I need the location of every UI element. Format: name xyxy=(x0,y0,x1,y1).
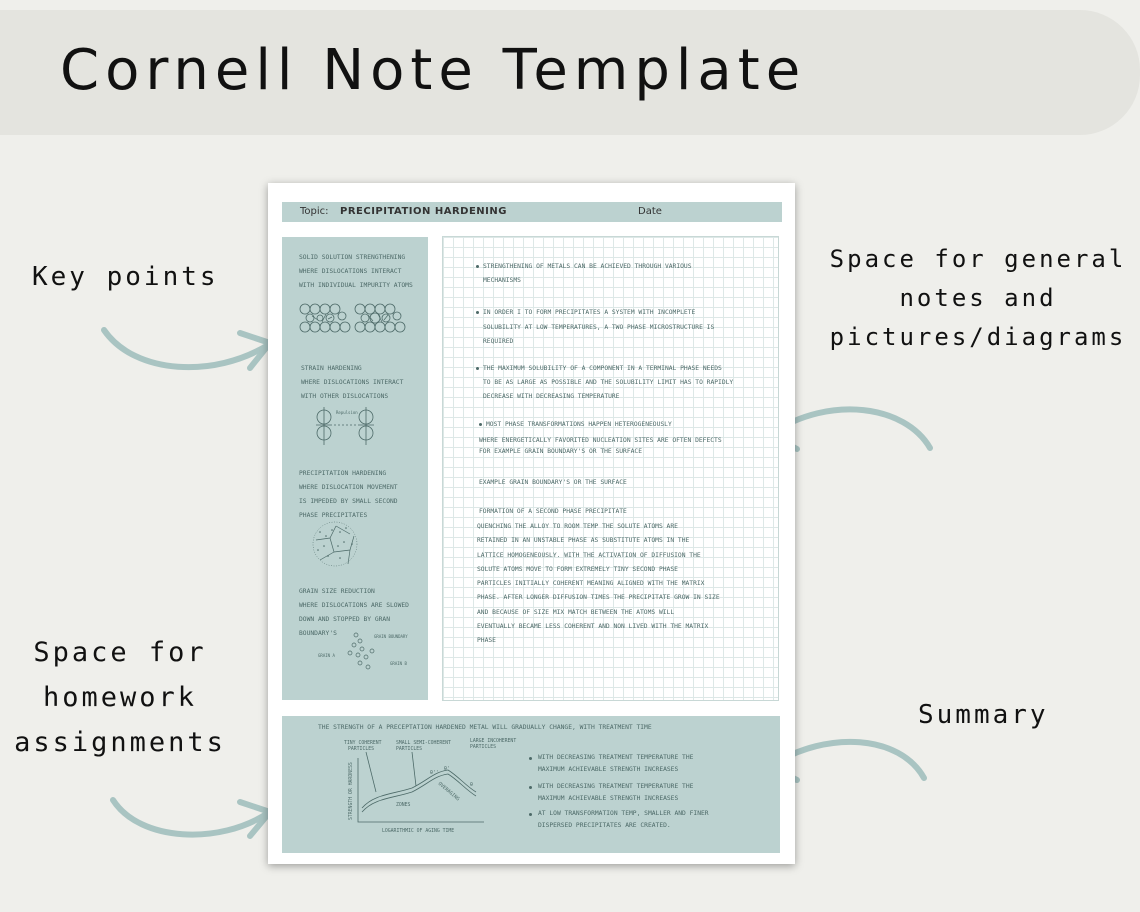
cue-column xyxy=(282,237,428,700)
summary-area xyxy=(282,716,780,853)
aging-curve-diagram xyxy=(334,736,534,842)
graph-curve-high xyxy=(362,770,476,808)
formation-line: SOLUTE ATOMS MOVE TO FORM EXTREMELY TINY SECOND PHASE xyxy=(477,566,678,573)
date-label: Date xyxy=(638,206,662,217)
cue-solid-solution xyxy=(299,251,413,293)
arrow-general-notes xyxy=(772,409,930,448)
summary-bullet: DISPERSED PRECIPITATES ARE CREATED. xyxy=(538,822,671,829)
graph-axes xyxy=(358,758,484,822)
callout-general-notes-line: notes and xyxy=(899,284,1057,312)
callout-general-notes-line: pictures/diagrams xyxy=(829,323,1127,351)
note-line: SOLUBILITY AT LOW TEMPERATURES, A TWO PHASE MICROSTRUCTURE IS xyxy=(483,324,715,331)
graph-leader-small xyxy=(412,752,416,786)
note-line: THE MAXIMUM SOLUBILITY OF A COMPONENT IN A TERMINAL PHASE NEEDS xyxy=(483,365,722,372)
note-line: MOST PHASE TRANSFORMATIONS HAPPEN HETEROGENEOUSLY xyxy=(486,421,672,428)
cue-precipitation-hardening xyxy=(299,467,398,523)
topic-value: PRECIPITATION HARDENING xyxy=(340,206,507,217)
bullet-dot xyxy=(529,786,532,789)
cue-line: BOUNDARY'S xyxy=(299,630,337,637)
graph-theta1-label: θ' xyxy=(444,767,450,772)
bullet-dot xyxy=(479,423,482,426)
graph-theta-label: θ xyxy=(470,783,473,788)
cue-strain-hardening xyxy=(301,362,403,404)
topic-bar xyxy=(282,202,782,222)
note-line: TO BE AS LARGE AS POSSIBLE AND THE SOLUBILITY LIMIT HAS TO RAPIDLY xyxy=(483,379,734,386)
formation-line: AND BECAUSE OF SIZE MIX MATCH BETWEEN THE ATOMS WILL xyxy=(477,609,675,616)
solid-solution-diagram xyxy=(298,300,410,336)
cue-line: WITH INDIVIDUAL IMPURITY ATOMS xyxy=(299,282,413,289)
graph-theta2-label: θ'' xyxy=(430,771,439,776)
summary-bullet: WITH DECREASING TREATMENT TEMPERATURE THE xyxy=(538,783,694,790)
callout-homework-line: Space for xyxy=(33,637,207,668)
precipitation-diagram xyxy=(310,520,362,568)
cue-line: WHERE DISLOCATION MOVEMENT xyxy=(299,484,398,491)
graph-y-axis-label: STRENGTH OR HARDNESS xyxy=(349,762,354,820)
page-title: Cornell Note Template xyxy=(60,38,807,103)
bullet-dot xyxy=(529,757,532,760)
cue-line: PHASE PRECIPITATES xyxy=(299,512,368,519)
strain-hardening-diagram xyxy=(308,405,390,447)
grain-size-diagram xyxy=(316,629,418,677)
formation-title: FORMATION OF A SECOND PHASE PRECIPITATE xyxy=(479,508,627,515)
cue-heading: STRAIN HARDENING xyxy=(301,365,362,372)
cue-line: IS IMPEDED BY SMALL SECOND xyxy=(299,498,398,505)
graph-label-small: PARTICLES xyxy=(396,747,422,752)
summary-bullet: WITH DECREASING TREATMENT TEMPERATURE THE xyxy=(538,754,694,761)
callout-summary: Summary xyxy=(918,700,1049,730)
graph-label-small: SMALL SEMI-COHERENT xyxy=(396,741,451,746)
cue-line: WHERE DISLOCATIONS INTERACT xyxy=(301,379,404,386)
note-line: MECHANISMS xyxy=(483,277,521,284)
formation-line: PHASE. AFTER LONGER DIFFUSION TIMES THE PRECIPITATE GROW IN SIZE xyxy=(477,594,720,601)
cue-line: WHERE DISLOCATIONS INTERACT xyxy=(299,268,402,275)
graph-label-large: PARTICLES xyxy=(470,745,496,750)
repulsion-label: Repulsion xyxy=(336,410,358,415)
bullet-dot xyxy=(476,367,479,370)
formation-line: QUENCHING THE ALLOY TO ROOM TEMP THE SOLUTE ATOMS ARE xyxy=(477,523,678,530)
note-line: WHERE ENERGETICALLY FAVORITED NUCLEATION SITES ARE OFTEN DEFECTS xyxy=(479,437,722,444)
graph-label-tiny: PARTICLES xyxy=(348,747,374,752)
note-line: IN ORDER I TO FORM PRECIPITATES A SYSTEM WITH INCOMPLETE xyxy=(483,309,696,316)
cue-heading: GRAIN SIZE REDUCTION xyxy=(299,588,375,595)
cue-heading: PRECIPITATION HARDENING xyxy=(299,470,387,477)
cue-heading: SOLID SOLUTION STRENGTHENING xyxy=(299,254,406,261)
bullet-dot xyxy=(476,311,479,314)
callout-key-points: Key points xyxy=(32,262,219,292)
formation-line: EVENTUALLY BECAME LESS COHERENT AND NON LIVED WITH THE MATRIX xyxy=(477,623,709,630)
note-line: REQUIRED xyxy=(483,338,514,345)
formation-line: PARTICLES INITIALLY COHERENT MEANING ALIGNED WITH THE MATRIX xyxy=(477,580,705,587)
bullet-dot xyxy=(476,265,479,268)
note-line: DECREASE WITH DECREASING TEMPERATURE xyxy=(483,393,620,400)
topic-label: Topic: xyxy=(300,206,329,217)
graph-curve-low xyxy=(362,774,476,812)
summary-bullet: MAXIMUM ACHIEVABLE STRENGTH INCREASES xyxy=(538,795,679,802)
grain-b-label: GRAIN B xyxy=(390,661,407,666)
note-example: EXAMPLE GRAIN BOUNDARY'S OR THE SURFACE xyxy=(479,479,627,486)
bullet-dot xyxy=(529,813,532,816)
callout-general-notes-line: Space for general xyxy=(829,245,1127,273)
graph-label-tiny: TINY COHERENT xyxy=(344,741,382,746)
callout-homework-line: assignments xyxy=(14,727,226,758)
graph-overaging-label: OVERAGING xyxy=(436,781,460,803)
formation-line: PHASE xyxy=(477,637,496,644)
graph-leader-tiny xyxy=(366,752,376,792)
graph-zones-label: ZONES xyxy=(396,803,411,808)
note-sheet xyxy=(268,183,795,864)
formation-line: LATTICE HOMOGENEOUSLY. WITH THE ACTIVATION OF DIFFUSION THE xyxy=(477,552,701,559)
summary-heading: THE STRENGTH OF A PRECEPTATION HARDENED METAL WILL GRADUALLY CHANGE, WITH TREATMENT TIME xyxy=(318,724,652,731)
graph-label-large: LARGE INCOHERENT xyxy=(470,739,517,744)
cue-line: WHERE DISLOCATIONS ARE SLOWED xyxy=(299,602,409,609)
notes-area xyxy=(442,236,779,701)
formation-line: RETAINED IN AN UNSTABLE PHASE AS SUBSTITUTE ATOMS IN THE xyxy=(477,537,690,544)
callout-homework-line: homework xyxy=(42,682,198,713)
note-line: STRENGTHENING OF METALS CAN BE ACHIEVED THROUGH VARIOUS xyxy=(483,263,692,270)
summary-bullet: MAXIMUM ACHIEVABLE STRENGTH INCREASES xyxy=(538,766,679,773)
cue-line: WITH OTHER DISLOCATIONS xyxy=(301,393,389,400)
grain-boundary-label: GRAIN BOUNDARY xyxy=(374,634,408,639)
graph-x-axis-label: LOGARITHMIC OF AGING TIME xyxy=(382,829,455,834)
note-line: FOR EXAMPLE GRAIN BOUNDARY'S OR THE SURFACE xyxy=(479,448,643,455)
grain-a-label: GRAIN A xyxy=(318,653,335,658)
summary-bullet: AT LOW TRANSFORMATION TEMP, SMALLER AND FINER xyxy=(538,810,709,817)
cue-line: DOWN AND STOPPED BY GRAN xyxy=(299,616,390,623)
